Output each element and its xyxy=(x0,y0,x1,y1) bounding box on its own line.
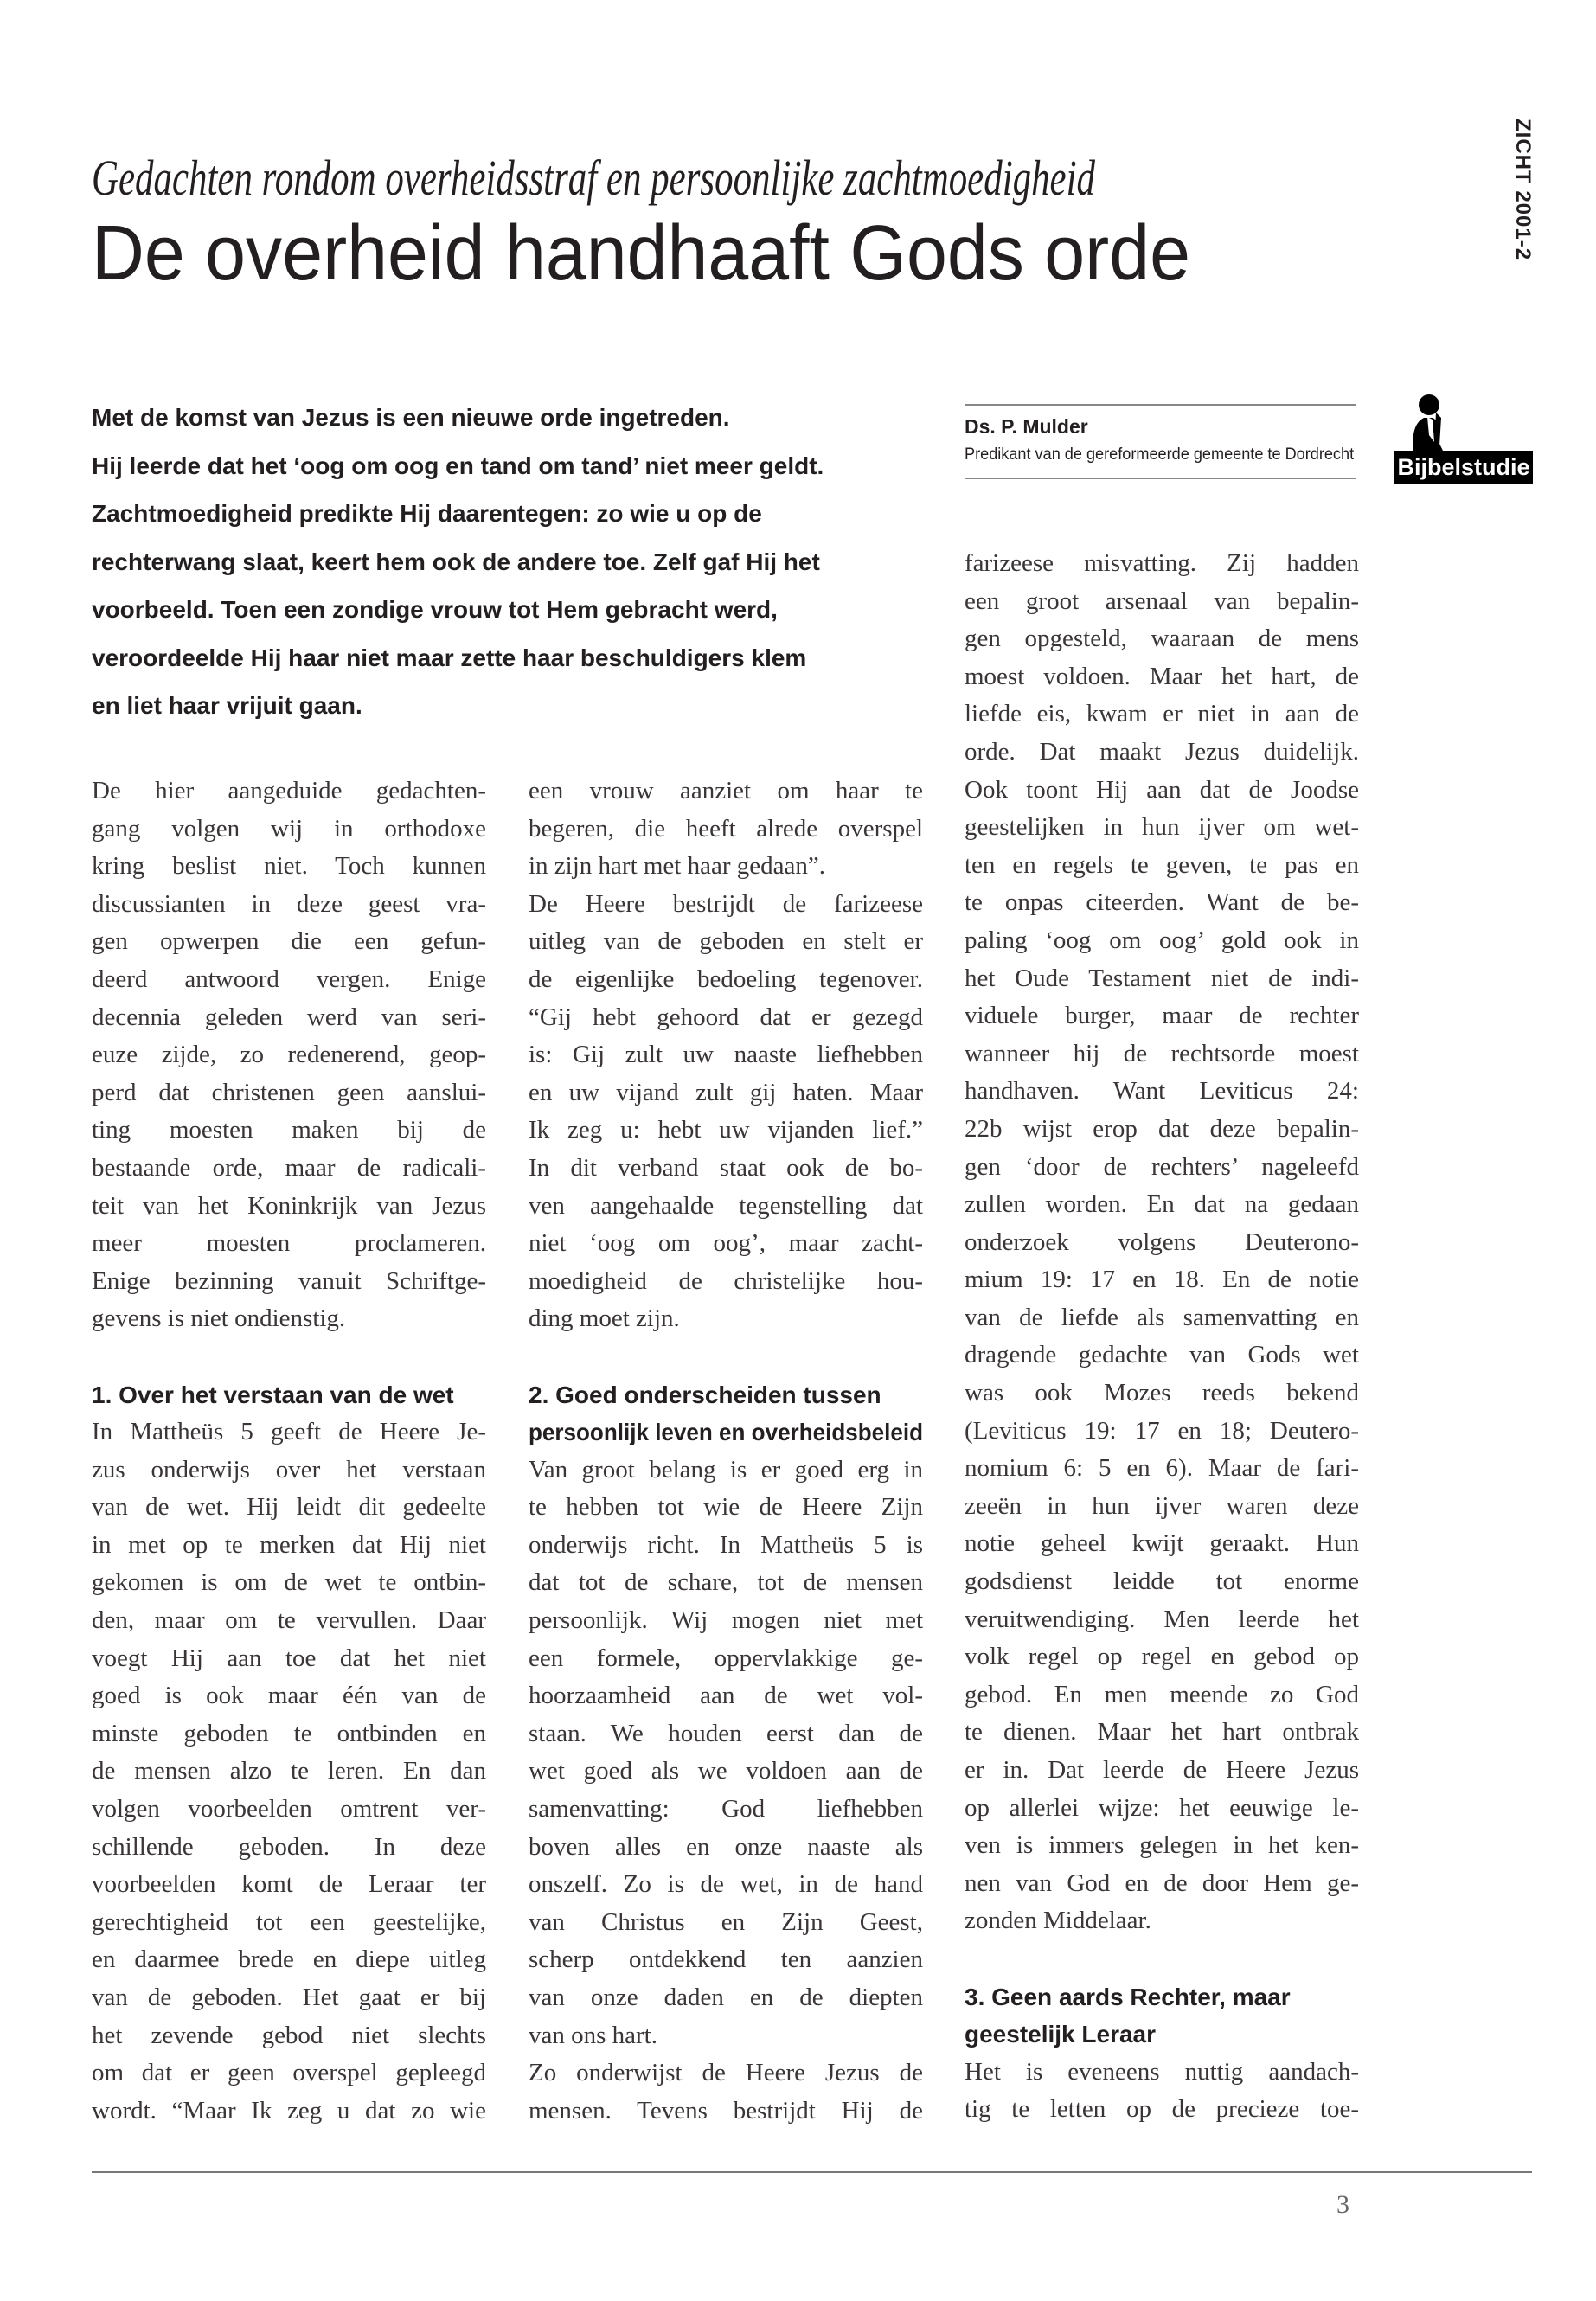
footer-rule xyxy=(92,2171,1532,2173)
text-line xyxy=(965,1488,1359,1526)
text-line xyxy=(92,1829,486,1867)
text-line xyxy=(529,2093,923,2131)
text-line-text: zeeën in hun ijver waren deze xyxy=(965,1491,1359,1520)
author-bottom-rule xyxy=(965,478,1356,479)
text-line xyxy=(92,1413,486,1452)
text-line xyxy=(965,545,1359,583)
text-line xyxy=(965,1865,1359,1903)
text-line xyxy=(92,1225,486,1263)
text-line xyxy=(965,1336,1359,1375)
text-line-text: orde. Dat maakt Jezus duidelijk. xyxy=(965,737,1359,766)
text-line-text: in met op te merken dat Hij niet xyxy=(92,1530,486,1559)
text-line xyxy=(92,999,486,1037)
text-line-text: en daarmee brede en diepe uitleg xyxy=(92,1945,486,1974)
text-line-text: van de wet. Hij leidt dit gedeelte xyxy=(92,1493,486,1522)
text-line xyxy=(965,734,1359,772)
text-line-text: op allerlei wijze: het eeuwige le- xyxy=(965,1793,1359,1822)
text-line xyxy=(965,1601,1359,1639)
text-line-text: perd dat christenen geen aanslui- xyxy=(92,1078,486,1106)
text-line-text: het zevende gebod niet slechts xyxy=(92,2021,486,2049)
text-line xyxy=(965,997,1359,1035)
paragraph-gap xyxy=(965,1940,1359,1978)
text-line xyxy=(529,1904,923,1942)
text-line xyxy=(529,1941,923,1979)
text-line-text: kring beslist niet. Toch kunnen xyxy=(92,852,486,881)
body-column-3 xyxy=(965,545,1359,2129)
article-kicker: Gedachten rondom overheidsstraf en persoonlijke zachtmoedigheid xyxy=(92,150,1095,206)
text-line-text: de mensen alzo te leren. En dan xyxy=(92,1757,486,1785)
text-line xyxy=(965,1224,1359,1262)
text-line-text: Het is eveneens nuttig aandach- xyxy=(965,2057,1359,2086)
text-line xyxy=(529,1564,923,1602)
text-line xyxy=(965,2054,1359,2092)
text-line-text: zullen worden. En dat na gedaan xyxy=(965,1190,1359,1219)
text-line xyxy=(965,1299,1359,1337)
text-line xyxy=(529,1150,923,1188)
text-line xyxy=(529,999,923,1037)
text-line xyxy=(529,1225,923,1263)
text-line-text: Zo onderwijst de Heere Jezus de xyxy=(529,2059,923,2087)
section-heading xyxy=(529,1376,923,1414)
thinking-person-icon xyxy=(1394,394,1535,454)
text-line xyxy=(529,1036,923,1074)
text-line-text: in zijn hart met haar gedaan”. xyxy=(529,852,826,881)
text-line xyxy=(965,1149,1359,1187)
text-line xyxy=(92,1112,486,1150)
text-line xyxy=(92,1979,486,2017)
text-line-text: ding moet zijn. xyxy=(529,1304,680,1333)
text-line xyxy=(529,811,923,849)
text-line xyxy=(529,1489,923,1527)
text-line-text: zus onderwijs over het verstaan xyxy=(92,1455,486,1484)
text-line xyxy=(965,809,1359,847)
text-line xyxy=(92,1941,486,1979)
text-line xyxy=(92,1452,486,1490)
text-line xyxy=(529,886,923,924)
text-line-text: dat tot de schare, tot de mensen xyxy=(529,1568,923,1597)
text-line xyxy=(92,2017,486,2055)
text-line-text: te dienen. Maar het hart ontbrak xyxy=(965,1718,1359,1747)
text-line xyxy=(92,1188,486,1226)
text-line-text: een formele, oppervlakkige ge- xyxy=(529,1644,923,1672)
text-line xyxy=(965,1790,1359,1828)
text-line xyxy=(92,923,486,961)
text-line-text: bestaande orde, maar de radicali- xyxy=(92,1153,486,1182)
text-line-text: is: Gij zult uw naaste liefhebben xyxy=(529,1041,923,1069)
text-line-text: In Mattheüs 5 geeft de Heere Je- xyxy=(92,1418,486,1446)
text-line-text: decennia geleden werd van seri- xyxy=(92,1003,486,1031)
text-line xyxy=(92,1866,486,1904)
text-line-text: gen ‘door de rechters’ nageleefd xyxy=(965,1152,1359,1181)
text-line xyxy=(529,1979,923,2017)
body-column-2 xyxy=(529,772,923,2130)
text-line xyxy=(965,1638,1359,1676)
text-line xyxy=(529,1715,923,1753)
text-line-text: en uw vijand zult gij haten. Maar xyxy=(529,1078,923,1106)
intro-line: Met de komst van Jezus is een nieuwe orde ingetreden. xyxy=(92,404,730,431)
intro-line: Zachtmoedigheid predikte Hij daarentegen: zo wie u op de xyxy=(92,500,762,527)
text-line-text: notie geheel kwijt geraakt. Hun xyxy=(965,1529,1359,1558)
text-line xyxy=(92,1753,486,1791)
section-heading-text: persoonlijk leven en overheidsbeleid xyxy=(529,1419,923,1446)
text-line-text: paling ‘oog om oog’ gold ook in xyxy=(965,926,1359,954)
text-line xyxy=(92,1150,486,1188)
text-line-text: deerd antwoord vergen. Enige xyxy=(92,965,486,993)
text-line-text: viduele burger, maar de rechter xyxy=(965,1002,1359,1030)
text-line-text: schillende geboden. In deze xyxy=(92,1832,486,1861)
author-top-rule xyxy=(965,404,1356,406)
text-line-text: Ik zeg u: hebt uw vijanden lief.” xyxy=(529,1116,923,1144)
text-line xyxy=(965,772,1359,810)
text-line-text: den, maar om te vervullen. Daar xyxy=(92,1606,486,1635)
text-line xyxy=(529,1112,923,1150)
text-line xyxy=(92,1263,486,1301)
text-line xyxy=(965,1525,1359,1563)
text-line-text: volgen voorbeelden omtrent ver- xyxy=(92,1795,486,1823)
text-line-text: gen opwerpen die een gefun- xyxy=(92,927,486,956)
text-line xyxy=(92,1527,486,1565)
text-line xyxy=(965,2091,1359,2129)
page-number: 3 xyxy=(1336,2190,1349,2219)
text-line xyxy=(92,1564,486,1602)
intro-line: Hij leerde dat het ‘oog om oog en tand om tand’ niet meer geldt. xyxy=(92,452,824,479)
text-line xyxy=(529,1829,923,1867)
text-line xyxy=(529,1074,923,1112)
text-line xyxy=(529,1452,923,1490)
text-line xyxy=(965,1563,1359,1601)
section-heading xyxy=(92,1376,486,1414)
text-line-text: mium 19: 17 en 18. En de notie xyxy=(965,1266,1359,1294)
text-line-text: wet goed als we voldoen aan de xyxy=(529,1757,923,1785)
text-line xyxy=(965,1375,1359,1413)
text-line xyxy=(529,772,923,811)
text-line xyxy=(92,1602,486,1640)
author-role: Predikant van de gereformeerde gemeente te Dordrecht xyxy=(965,445,1355,464)
text-line-text: volk regel op regel en gebod op xyxy=(965,1643,1359,1671)
text-line-text: mensen. Tevens bestrijdt Hij de xyxy=(529,2096,923,2125)
text-line-text: De Heere bestrijdt de farizeese xyxy=(529,889,923,918)
text-line xyxy=(92,1036,486,1074)
text-line-text: teit van het Koninkrijk van Jezus xyxy=(92,1191,486,1220)
text-line-text: te onpas citeerden. Want de be- xyxy=(965,888,1359,917)
text-line-text: meer moesten proclameren. xyxy=(92,1229,486,1258)
section-heading-text: 3. Geen aards Rechter, maar xyxy=(965,1983,1291,2010)
text-line-text: gang volgen wij in orthodoxe xyxy=(92,814,486,843)
text-line xyxy=(965,658,1359,696)
author-name: Ds. P. Mulder xyxy=(965,415,1088,438)
text-line-text: tig te letten op de precieze toe- xyxy=(965,2095,1359,2124)
text-line xyxy=(965,1450,1359,1488)
text-line xyxy=(529,1640,923,1678)
text-line xyxy=(92,1791,486,1829)
body-column-1 xyxy=(92,772,486,2130)
section-heading xyxy=(965,1978,1359,2016)
intro-lead xyxy=(92,398,920,734)
text-line xyxy=(529,848,923,886)
section-heading-text: 2. Goed onderscheiden tussen xyxy=(529,1381,881,1408)
text-line-text: minste geboden te ontbinden en xyxy=(92,1719,486,1747)
text-line-text: voegt Hij aan toe dat het niet xyxy=(92,1644,486,1672)
text-line-text: Ook toont Hij aan dat de Joodse xyxy=(965,775,1359,804)
text-line-text: De hier aangeduide gedachten- xyxy=(92,777,486,804)
text-line-text: (Leviticus 19: 17 en 18; Deutero- xyxy=(965,1416,1359,1445)
text-line xyxy=(92,1904,486,1942)
text-line-text: ven is immers gelegen in het ken- xyxy=(965,1831,1359,1860)
paragraph-gap xyxy=(529,1338,923,1376)
text-line xyxy=(529,1263,923,1301)
article-title-text: De overheid handhaaft Gods orde xyxy=(92,210,1190,297)
text-line-text: van Christus en Zijn Geest, xyxy=(529,1907,923,1936)
text-line-text: het Oude Testament niet de indi- xyxy=(965,964,1359,992)
text-line-text: onszelf. Zo is de wet, in de hand xyxy=(529,1870,923,1899)
text-line xyxy=(92,2054,486,2093)
text-line xyxy=(529,1677,923,1715)
text-line-text: handhaven. Want Leviticus 24: xyxy=(965,1077,1359,1106)
text-line xyxy=(92,2093,486,2131)
text-line xyxy=(965,884,1359,922)
text-line-text: te hebben tot wie de Heere Zijn xyxy=(529,1493,923,1522)
text-line-text: liefde eis, kwam er niet in aan de xyxy=(965,700,1359,728)
text-line xyxy=(92,848,486,886)
text-line-text: staan. We houden eerst dan de xyxy=(529,1719,923,1747)
text-line-text: ten en regels te geven, te pas en xyxy=(965,850,1359,879)
text-line xyxy=(92,1489,486,1527)
text-line-text: moest voldoen. Maar het hart, de xyxy=(965,662,1359,690)
text-line-text: 22b wijst erop dat deze bepalin- xyxy=(965,1114,1359,1143)
section-heading-text: 1. Over het verstaan van de wet xyxy=(92,1381,454,1408)
text-line-text: discussianten in deze geest vra- xyxy=(92,889,486,918)
text-line-text: onderwijs richt. In Mattheüs 5 is xyxy=(529,1530,923,1559)
text-line xyxy=(529,1300,923,1338)
text-line xyxy=(529,1602,923,1640)
text-line xyxy=(529,1866,923,1904)
text-line-text: nen van God en de door Hem ge- xyxy=(965,1868,1359,1897)
text-line-text: moedigheid de christelijke hou- xyxy=(529,1266,923,1295)
text-line xyxy=(529,1753,923,1791)
text-line xyxy=(529,961,923,999)
article-title xyxy=(92,210,1190,297)
text-line xyxy=(529,2054,923,2093)
section-label: Bijbelstudie xyxy=(1394,451,1533,484)
text-line-text: veruitwendiging. Men leerde het xyxy=(965,1605,1359,1633)
section-heading-text: geestelijk Leraar xyxy=(965,2021,1157,2048)
text-line xyxy=(529,1188,923,1226)
text-line xyxy=(92,1640,486,1678)
text-line-text: gebod. En men meende zo God xyxy=(965,1680,1359,1708)
text-line-text: onderzoek volgens Deuterono- xyxy=(965,1227,1359,1256)
text-line xyxy=(965,1261,1359,1299)
intro-line: veroordeelde Hij haar niet maar zette haar beschuldigers klem xyxy=(92,644,807,671)
text-line xyxy=(92,1074,486,1112)
issue-label-text: ZICHT 2001-2 xyxy=(1511,119,1535,261)
paragraph-gap xyxy=(92,1338,486,1376)
text-line-text: voorbeelden komt de Leraar ter xyxy=(92,1870,486,1899)
text-line xyxy=(965,1827,1359,1865)
issue-label xyxy=(1503,119,1538,292)
section-heading xyxy=(965,2016,1359,2054)
text-line xyxy=(92,811,486,849)
text-line xyxy=(529,923,923,961)
text-line xyxy=(529,2017,923,2055)
text-line-text: uitleg van de geboden en stelt er xyxy=(529,927,923,956)
text-line-text: een vrouw aanziet om haar te xyxy=(529,777,923,804)
text-line xyxy=(92,1300,486,1338)
text-line-text: samenvatting: God liefhebben xyxy=(529,1795,923,1823)
text-line-text: zonden Middelaar. xyxy=(965,1907,1151,1935)
text-line xyxy=(965,1714,1359,1752)
text-line-text: goed is ook maar één van de xyxy=(92,1682,486,1710)
text-line-text: van ons hart. xyxy=(529,2021,657,2049)
text-line-text: wanneer hij de rechtsorde moest xyxy=(965,1039,1359,1067)
text-line-text: begeren, die heeft alrede overspel xyxy=(529,814,923,843)
text-line-text: van onze daden en de diepten xyxy=(529,1984,923,2011)
text-line-text: de eigenlijke bedoeling tegenover. xyxy=(529,965,923,993)
text-line-text: gen opgesteld, waaraan de mens xyxy=(965,625,1359,653)
text-line xyxy=(92,1677,486,1715)
text-line-text: van de geboden. Het gaat er bij xyxy=(92,1984,486,2011)
text-line xyxy=(965,922,1359,960)
text-line xyxy=(965,1902,1359,1940)
text-line-text: Enige bezinning vanuit Schriftge- xyxy=(92,1266,486,1295)
text-line-text: farizeese misvatting. Zij hadden xyxy=(965,549,1359,577)
text-line xyxy=(965,960,1359,998)
intro-line: rechterwang slaat, keert hem ook de andere toe. Zelf gaf Hij het xyxy=(92,548,820,575)
text-line xyxy=(965,847,1359,885)
text-line xyxy=(965,1752,1359,1790)
text-line-text: godsdienst leidde tot enorme xyxy=(965,1567,1359,1596)
text-line-text: ven aangehaalde tegenstelling dat xyxy=(529,1191,923,1220)
text-line xyxy=(965,1186,1359,1224)
text-line-text: om dat er geen overspel gepleegd xyxy=(92,2059,486,2087)
text-line-text: Van groot belang is er goed erg in xyxy=(529,1455,923,1484)
text-line-text: ting moesten maken bij de xyxy=(92,1116,486,1144)
text-line xyxy=(965,583,1359,621)
intro-line: en liet haar vrijuit gaan. xyxy=(92,692,362,719)
section-heading xyxy=(529,1413,923,1452)
text-line xyxy=(965,1073,1359,1111)
text-line xyxy=(965,1676,1359,1715)
section-logo xyxy=(1394,394,1535,484)
text-line-text: wordt. “Maar Ik zeg u dat zo wie xyxy=(92,2096,486,2125)
text-line xyxy=(92,1715,486,1753)
text-line xyxy=(92,886,486,924)
text-line-text: dragende gedachte van Gods wet xyxy=(965,1341,1359,1369)
text-line-text: gerechtigheid tot een geestelijke, xyxy=(92,1907,486,1936)
text-line-text: niet ‘oog om oog’, maar zacht- xyxy=(529,1229,923,1258)
text-line-text: scherp ontdekkend ten aanzien xyxy=(529,1945,923,1974)
text-line xyxy=(965,1413,1359,1451)
text-line-text: er in. Dat leerde de Heere Jezus xyxy=(965,1756,1359,1784)
text-line-text: In dit verband staat ook de bo- xyxy=(529,1153,923,1182)
text-line-text: een groot arsenaal van bepalin- xyxy=(965,586,1359,615)
text-line-text: “Gij hebt gehoord dat er gezegd xyxy=(529,1003,923,1031)
text-line-text: geestelijken in hun ijver om wet- xyxy=(965,813,1359,842)
text-line-text: van de liefde als samenvatting en xyxy=(965,1303,1359,1331)
text-line-text: persoonlijk. Wij mogen niet met xyxy=(529,1606,923,1635)
text-line-text: euze zijde, zo redenerend, geop- xyxy=(92,1041,486,1069)
text-line xyxy=(965,620,1359,658)
text-line xyxy=(92,961,486,999)
text-line xyxy=(92,772,486,811)
text-line xyxy=(965,1035,1359,1074)
text-line xyxy=(529,1791,923,1829)
text-line-text: boven alles en onze naaste als xyxy=(529,1832,923,1861)
text-line-text: gevens is niet ondienstig. xyxy=(92,1304,346,1333)
text-line-text: hoorzaamheid aan de wet vol- xyxy=(529,1682,923,1710)
intro-line: voorbeeld. Toen een zondige vrouw tot Hem gebracht werd, xyxy=(92,596,778,623)
text-line xyxy=(529,1527,923,1565)
text-line-text: was ook Mozes reeds bekend xyxy=(965,1379,1359,1407)
text-line-text: gekomen is om de wet te ontbin- xyxy=(92,1568,486,1597)
text-line xyxy=(965,1111,1359,1149)
text-line-text: nomium 6: 5 en 6). Maar de fari- xyxy=(965,1454,1359,1483)
text-line xyxy=(965,695,1359,734)
